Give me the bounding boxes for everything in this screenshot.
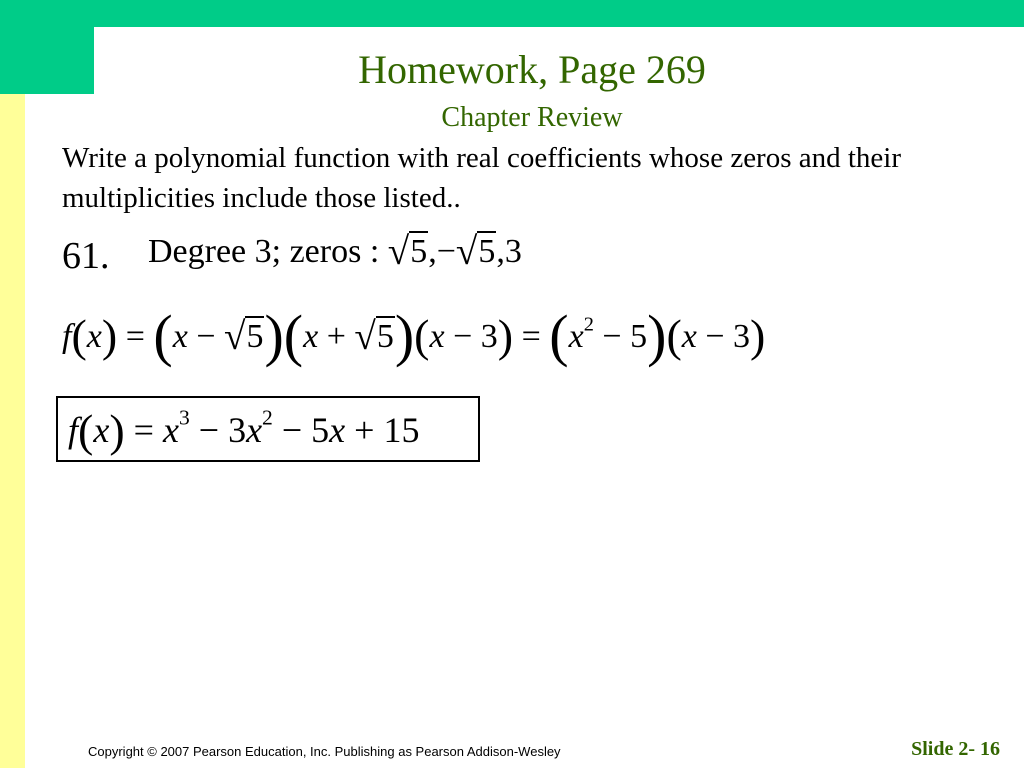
- problem-text: Degree 3; zeros :: [148, 233, 388, 270]
- zero-2: √5: [455, 230, 496, 273]
- answer-equation: $f(x) = x^3 - 3x^2 - 5x + 15$: [68, 405, 420, 456]
- zero-3: 3: [504, 233, 522, 270]
- zero-1: √5: [387, 230, 428, 273]
- copyright-footer: Copyright © 2007 Pearson Education, Inc. Publishing as Pearson Addison-Wesley: [88, 744, 561, 759]
- slide-subtitle: Chapter Review: [441, 102, 623, 133]
- left-accent-bar: [0, 27, 25, 768]
- problem-prompt: Write a polynomial function with real coefficients whose zeros and their multiplicities include those listed..: [62, 142, 902, 214]
- problem-statement: Degree 3; zeros : √5,−√5,3: [148, 228, 522, 276]
- top-accent-bar: [0, 0, 1024, 27]
- slide-title: Homework, Page 269: [358, 47, 706, 92]
- problem-number: 61.: [62, 235, 110, 277]
- slide-number: Slide 2- 16: [911, 738, 1000, 760]
- factored-form-equation: $f(x) = (x - √5)(x + √5)(x - 3) = (x^2 - 5)(x - 3)$: [62, 303, 766, 368]
